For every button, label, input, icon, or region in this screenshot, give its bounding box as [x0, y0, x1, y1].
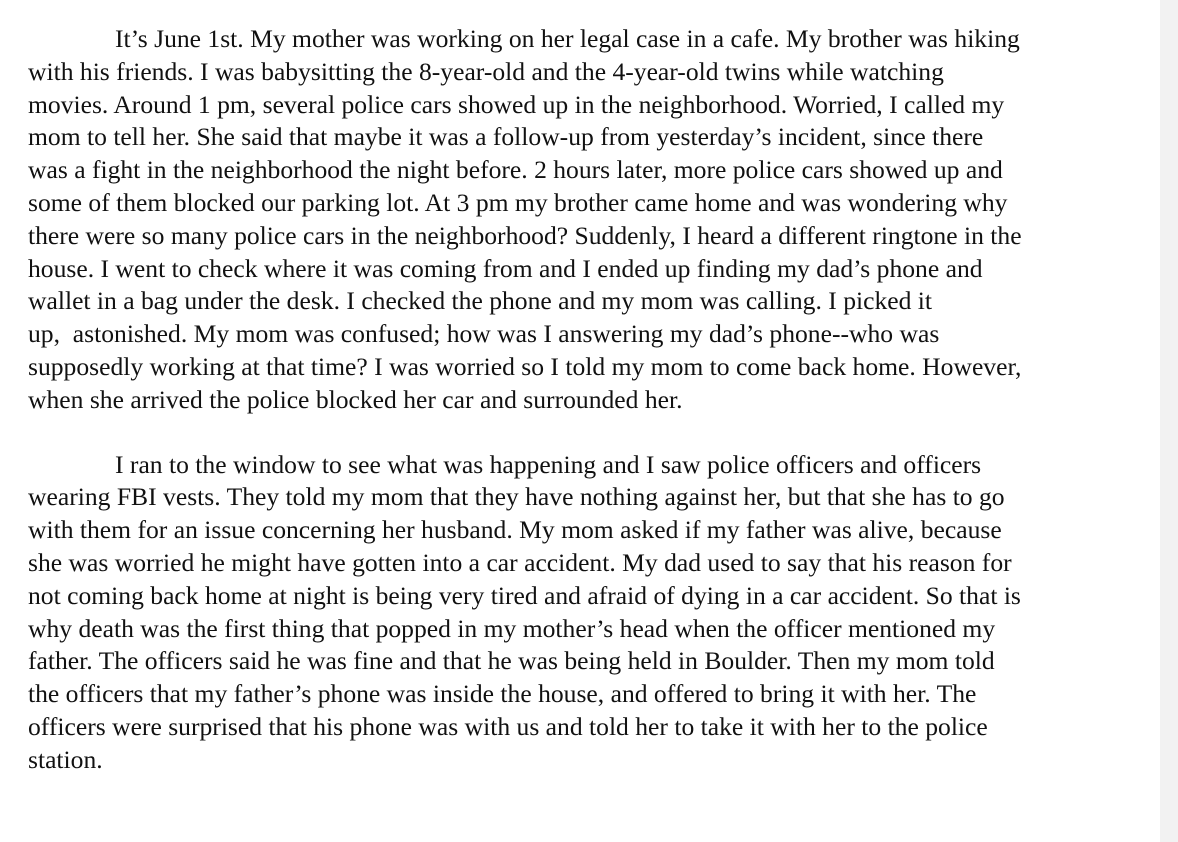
paragraph-line: wallet in a bag under the desk. I checked the phone and my mom was calling. I picked it: [28, 286, 933, 316]
paragraph-line: movies. Around 1 pm, several police cars showed up in the neighborhood. Worried, I called my: [28, 89, 1005, 119]
page-edge: [1160, 0, 1178, 842]
paragraph-line: there were so many police cars in the neighborhood? Suddenly, I heard a different ringtone in the: [28, 220, 1022, 250]
paragraph-line: was a fight in the neighborhood the night before. 2 hours later, more police cars showed up and: [28, 155, 1003, 185]
paragraph-line: why death was the first thing that popped in my mother’s head when the officer mentioned my: [28, 613, 996, 643]
paragraph-line: up, astonished. My mom was confused; how was I answering my dad’s phone--who was: [28, 319, 940, 349]
paragraph-line: with them for an issue concerning her husband. My mom asked if my father was alive, because: [28, 515, 1002, 545]
paragraph-line: father. The officers said he was fine and that he was being held in Boulder. Then my mom told: [28, 646, 995, 676]
paragraph-line: with his friends. I was babysitting the 8-year-old and the 4-year-old twins while watching: [28, 56, 944, 86]
paragraph-line: when she arrived the police blocked her car and surrounded her.: [28, 384, 683, 414]
paragraph-2: [28, 449, 1143, 777]
paragraph-line: mom to tell her. She said that maybe it was a follow-up from yesterday’s incident, since there: [28, 122, 984, 152]
paragraph-line: I ran to the window to see what was happening and I saw police officers and officers: [115, 449, 982, 479]
paragraph-line: the officers that my father’s phone was inside the house, and offered to bring it with her. The: [28, 679, 977, 709]
paragraph-line: station.: [28, 744, 103, 774]
paragraph-line: she was worried he might have gotten into a car accident. My dad used to say that his reason for: [28, 547, 1012, 577]
paragraph-spacer: [28, 417, 1143, 449]
paragraph-line: wearing FBI vests. They told my mom that they have nothing against her, but that she has to go: [28, 482, 1005, 512]
paragraph-line: not coming back home at night is being very tired and afraid of dying in a car accident. So that is: [28, 580, 1021, 610]
paragraph-line: officers were surprised that his phone was with us and told her to take it with her to the police: [28, 711, 988, 741]
paragraph-line: supposedly working at that time? I was worried so I told my mom to come back home. However,: [28, 351, 1022, 381]
paragraph-line: It’s June 1st. My mother was working on her legal case in a cafe. My brother was hiking: [115, 24, 1020, 53]
paragraph-line: house. I went to check where it was coming from and I ended up finding my dad’s phone and: [28, 253, 983, 283]
paragraph-line: some of them blocked our parking lot. At 3 pm my brother came home and was wondering why: [28, 187, 1008, 217]
document-body: [28, 23, 1143, 777]
paragraph-1: [28, 23, 1143, 417]
